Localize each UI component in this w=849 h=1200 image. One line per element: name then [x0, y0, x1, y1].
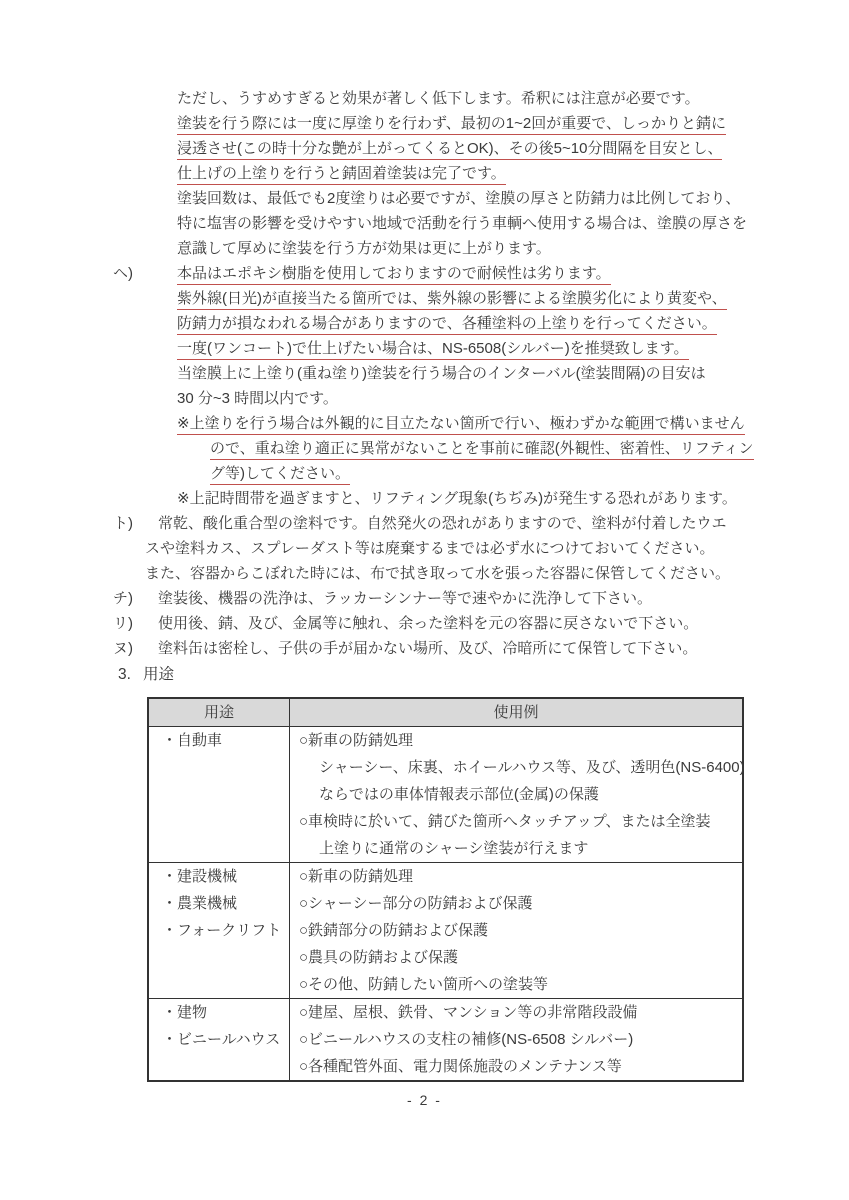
body-line: [177, 386, 849, 411]
section-number: 3.: [118, 666, 131, 683]
line-text: 防錆力が損なわれる場合がありますので、各種塗料の上塗りを行ってください。: [177, 315, 717, 335]
body-line: [210, 436, 849, 461]
usage-cell: [148, 999, 290, 1082]
line-text: 30 分~3 時間以内です。: [177, 390, 338, 407]
line-text: スや塗料カス、スプレーダスト等は廃棄するまでは必ず水につけておいてください。: [145, 540, 715, 557]
body-line: [210, 461, 849, 486]
line-text: 浸透させ(この時十分な艶が上がってくるとOK)、その後5~10分間隔を目安とし、: [177, 140, 722, 160]
body-line: [113, 261, 849, 286]
usage-item: ・建設機械: [162, 868, 238, 885]
line-text: 一度(ワンコート)で仕上げたい場合は、NS-6508(シルバー)を推奨致します。: [177, 340, 689, 360]
line-text: 仕上げの上塗りを行うと錆固着塗装は完了です。: [177, 165, 506, 185]
usage-item: ・ビニールハウス: [162, 1031, 281, 1048]
example-line: シャーシー、床裏、ホイールハウス等、及び、透明色(NS-6400): [319, 759, 745, 776]
usage-cell: [148, 863, 290, 999]
body-line: [177, 211, 849, 236]
body-line: [177, 311, 849, 336]
example-line: ○建屋、屋根、鉄骨、マンション等の非常階段設備: [299, 1004, 638, 1021]
table-row: [148, 999, 743, 1082]
body-line: [177, 336, 849, 361]
line-marker: ト): [113, 515, 133, 532]
page-number: - 2 -: [407, 1092, 442, 1108]
example-line: ○農具の防錆および保護: [299, 949, 459, 966]
line-text: 常乾、酸化重合型の塗料です。自然発火の恐れがありますので、塗料が付着したウエ: [158, 515, 727, 532]
body-line: [177, 236, 849, 261]
line-text: また、容器からこぼれた時には、布で拭き取って水を張った容器に保管してください。: [145, 565, 731, 582]
table-header-usage: 用途: [148, 698, 290, 727]
usage-table: [147, 697, 744, 1082]
line-marker: ヘ): [113, 265, 133, 282]
line-text: ので、重ね塗り適正に異常がないことを事前に確認(外観性、密着性、リフティン: [210, 440, 754, 460]
line-text: 紫外線(日光)が直接当たる箇所では、紫外線の影響による塗膜劣化により黄変や、: [177, 290, 727, 310]
usage-item: ・自動車: [162, 732, 223, 749]
example-line: ○新車の防錆処理: [299, 732, 414, 749]
line-text: 意識して厚めに塗装を行う方が効果は更に上がります。: [177, 240, 551, 257]
body-line: [177, 411, 849, 436]
body-line: [113, 611, 849, 636]
example-line: 上塗りに通常のシャーシ塗装が行えます: [319, 840, 589, 857]
example-line: ○鉄錆部分の防錆および保護: [299, 922, 489, 939]
example-cell: [290, 727, 744, 863]
example-line: ○その他、防錆したい箇所への塗装等: [299, 976, 549, 993]
line-text: ※上塗りを行う場合は外観的に目立たない箇所で行い、極わずかな範囲で構いません: [177, 415, 745, 435]
body-line: [177, 486, 849, 511]
example-line: ならではの車体情報表示部位(金属)の保護: [319, 786, 599, 803]
line-marker: リ): [113, 615, 133, 632]
table-row: [148, 727, 743, 863]
body-line: [177, 86, 849, 111]
body-line: [177, 286, 849, 311]
line-text: 塗料缶は密栓し、子供の手が届かない場所、及び、冷暗所にて保管して下さい。: [158, 640, 698, 657]
body-line: [177, 136, 849, 161]
example-line: ○車検時に於いて、錆びた箇所へタッチアップ、または全塗装: [299, 813, 711, 830]
example-cell: [290, 999, 744, 1082]
example-line: ○シャーシー部分の防錆および保護: [299, 895, 533, 912]
line-text: 塗装回数は、最低でも2度塗りは必要ですが、塗膜の厚さと防錆力は比例しており、: [177, 190, 741, 207]
example-cell: [290, 863, 744, 999]
line-text: 当塗膜上に上塗り(重ね塗り)塗装を行う場合のインターバル(塗装間隔)の目安は: [177, 365, 706, 382]
usage-item: ・建物: [162, 1004, 208, 1021]
body-line: [113, 511, 849, 536]
body-text-block: [0, 86, 849, 661]
line-marker: チ): [113, 590, 133, 607]
line-text: グ等)してください。: [210, 465, 350, 485]
line-marker: ヌ): [113, 640, 133, 657]
table-header-row: [148, 698, 743, 727]
section-title: 用途: [142, 666, 174, 683]
example-line: ○各種配管外面、電力関係施設のメンテナンス等: [299, 1058, 622, 1075]
line-text: 塗装を行う際には一度に厚塗りを行わず、最初の1~2回が重要で、しっかりと錆に: [177, 115, 726, 135]
table-row: [148, 863, 743, 999]
line-text: ただし、うすめすぎると効果が著しく低下します。希釈には注意が必要です。: [177, 90, 700, 107]
line-text: 塗装後、機器の洗浄は、ラッカーシンナー等で速やかに洗浄して下さい。: [158, 590, 653, 607]
line-text: 本品はエポキシ樹脂を使用しておりますので耐候性は劣ります。: [177, 265, 611, 285]
usage-cell: [148, 727, 290, 863]
body-line: [145, 561, 849, 586]
body-line: [177, 161, 849, 186]
body-line: [145, 536, 849, 561]
body-line: [113, 586, 849, 611]
section-heading: [118, 662, 174, 687]
table-header-example: 使用例: [290, 698, 744, 727]
body-line: [177, 111, 849, 136]
body-line: [113, 636, 849, 661]
example-line: ○ビニールハウスの支柱の補修(NS-6508 シルバー): [299, 1031, 634, 1048]
line-text: 特に塩害の影響を受けやすい地域で活動を行う車輌へ使用する場合は、塗膜の厚さを: [177, 215, 748, 232]
body-line: [177, 186, 849, 211]
line-text: 使用後、錆、及び、金属等に触れ、余った塗料を元の容器に戻さないで下さい。: [158, 615, 699, 632]
line-text: ※上記時間帯を過ぎますと、リフティング現象(ちぢみ)が発生する恐れがあります。: [177, 490, 737, 507]
example-line: ○新車の防錆処理: [299, 868, 414, 885]
usage-item: ・農業機械: [162, 895, 238, 912]
body-line: [177, 361, 849, 386]
usage-item: ・フォークリフト: [162, 922, 282, 939]
